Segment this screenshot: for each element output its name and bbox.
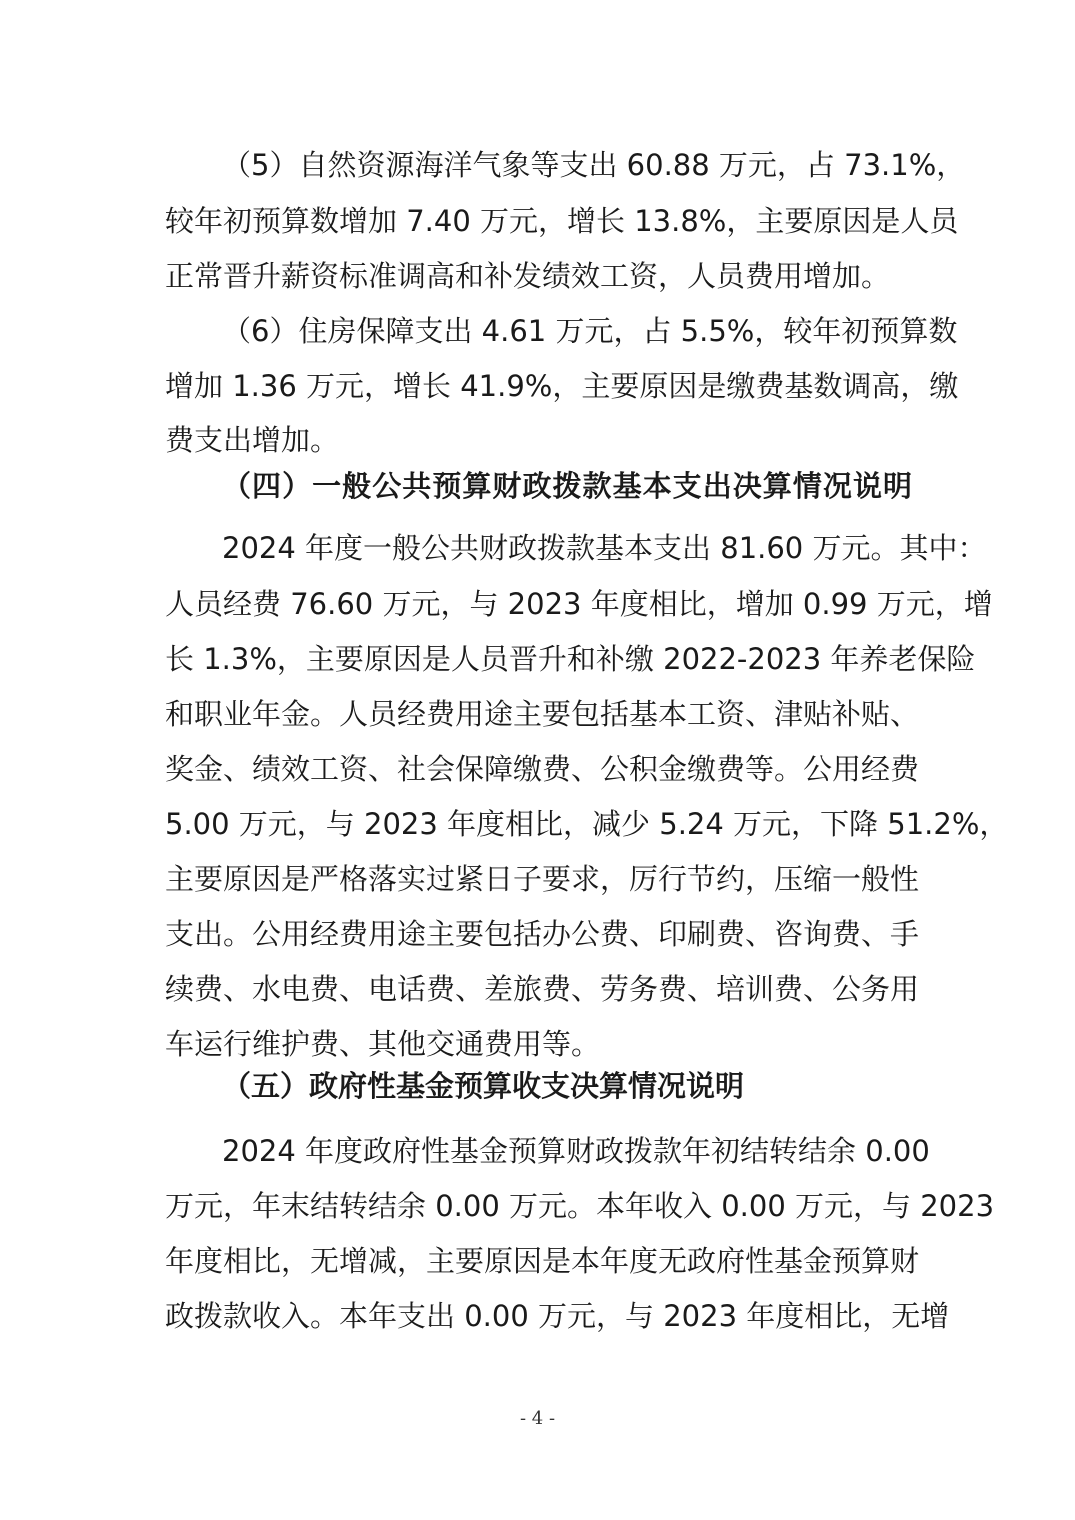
section-heading-4: （四）一般公共预算财政拨款基本支出决算情况说明: [222, 469, 913, 503]
paragraph-5-line-2: 较年初预算数增加 7.40 万元，增长 13.8%，主要原因是人员: [165, 204, 959, 238]
section-5-line-3: 年度相比，无增减，主要原因是本年度无政府性基金预算财: [165, 1244, 920, 1278]
section-4-line-10: 车运行维护费、其他交通费用等。: [165, 1027, 601, 1061]
section-4-line-4: 和职业年金。人员经费用途主要包括基本工资、津贴补贴、: [165, 697, 920, 731]
section-4-line-3: 长 1.3%，主要原因是人员晋升和补缴 2022-2023 年养老保险: [165, 642, 976, 676]
section-4-line-2: 人员经费 76.60 万元，与 2023 年度相比，增加 0.99 万元，增: [165, 587, 993, 621]
paragraph-6-line-1: （6）住房保障支出 4.61 万元，占 5.5%，较年初预算数: [222, 314, 958, 348]
paragraph-5-line-1: （5）自然资源海洋气象等支出 60.88 万元，占 73.1%，: [222, 148, 966, 182]
section-heading-5: （五）政府性基金预算收支决算情况说明: [222, 1069, 745, 1103]
paragraph-5-line-3: 正常晋升薪资标准调高和补发绩效工资，人员费用增加。: [165, 259, 891, 293]
section-4-line-5: 奖金、绩效工资、社会保障缴费、公积金缴费等。公用经费: [165, 752, 920, 786]
paragraph-6-line-2: 增加 1.36 万元，增长 41.9%，主要原因是缴费基数调高，缴: [165, 369, 959, 403]
page-number: - 4 -: [519, 1408, 556, 1429]
section-5-line-2: 万元，年末结转结余 0.00 万元。本年收入 0.00 万元，与 2023: [165, 1189, 995, 1223]
section-4-line-1: 2024 年度一般公共财政拨款基本支出 81.60 万元。其中：: [222, 531, 987, 565]
paragraph-6-line-3: 费支出增加。: [165, 423, 340, 457]
section-4-line-9: 续费、水电费、电话费、差旅费、劳务费、培训费、公务用: [165, 972, 920, 1006]
section-4-line-6: 5.00 万元，与 2023 年度相比，减少 5.24 万元，下降 51.2%，: [165, 807, 1009, 841]
section-5-line-1: 2024 年度政府性基金预算财政拨款年初结转结余 0.00: [222, 1134, 930, 1168]
section-5-line-4: 政拨款收入。本年支出 0.00 万元，与 2023 年度相比，无增: [165, 1299, 950, 1333]
section-4-line-8: 支出。公用经费用途主要包括办公费、印刷费、咨询费、手: [165, 917, 920, 951]
section-4-line-7: 主要原因是严格落实过紧日子要求，厉行节约，压缩一般性: [165, 862, 920, 896]
